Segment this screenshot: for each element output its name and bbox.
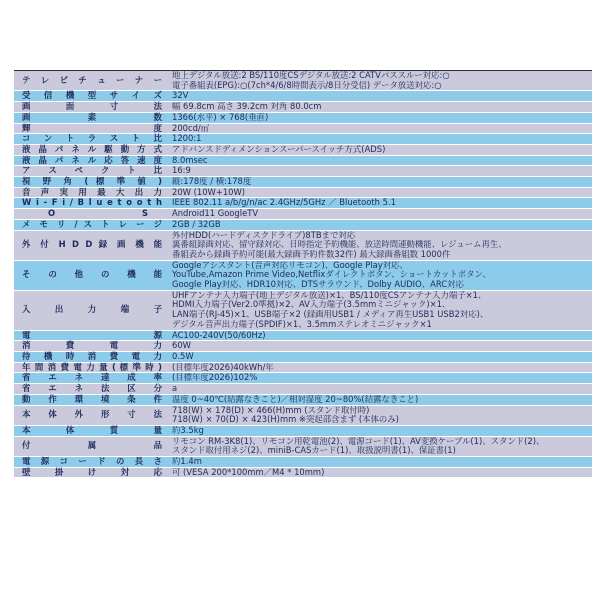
spec-value-line: IEEE 802.11 a/b/g/n/ac 2.4GHz/5GHz ／ Bluetooth 5.1	[172, 198, 396, 208]
spec-value	[172, 113, 592, 123]
spec-value	[172, 166, 592, 176]
spec-label	[14, 352, 172, 362]
spec-value-line: 60W	[172, 341, 191, 351]
spec-label-text: 電 源 コ ー ド の 長 さ	[22, 456, 162, 467]
spec-label	[14, 406, 172, 425]
spec-value-line: Android11 GoogleTV	[172, 209, 259, 219]
spec-value	[172, 363, 592, 373]
spec-value-line: LAN端子(RJ-45)×1、USB端子×2 (録画用USB1 / メディア再生USB1 USB2対応)、	[172, 310, 489, 320]
spec-row	[14, 406, 592, 426]
spec-value-line: 約3.5kg	[172, 425, 204, 435]
spec-label-text: 視 野 角 ( 標 準 値 )	[22, 176, 162, 187]
spec-label-text: 液 晶 パ ネ ル 駆 動 方 式	[22, 143, 162, 154]
spec-label	[14, 384, 172, 394]
spec-value-line: 0.5W	[172, 351, 194, 361]
spec-value-line: 裏番組録画対応、留守録対応、日時指定予約機能、放送時間連動機能、レジューム再生、	[172, 240, 507, 250]
spec-label-text: 消 費 電 力	[22, 340, 162, 351]
spec-label-text: メ モ リ / ス ト レ ー ジ	[22, 218, 162, 229]
spec-label	[14, 102, 172, 112]
spec-label-text: 音 声 実 用 最 大 出 力	[22, 186, 162, 197]
spec-value	[172, 468, 592, 478]
spec-value-line: 16:9	[172, 166, 191, 176]
spec-value-line: 200cd/㎡	[172, 123, 210, 133]
spec-value-line: HDMI入力端子(Ver2.0準拠)×2、AV入力端子(3.5mmミニジャック)×1、	[172, 300, 451, 310]
spec-value	[172, 331, 592, 341]
spec-value	[172, 134, 592, 144]
spec-label-text: コ ン ト ラ ス ト 比	[22, 133, 162, 144]
spec-label	[14, 156, 172, 166]
spec-value-line: 電子番組表(EPG):○(7ch*4/6/8時間表示/8日分受信) データ放送対応:○	[172, 80, 442, 90]
spec-label-text: 受 信 機 型 サ イ ズ	[22, 90, 162, 101]
spec-label-text: 待 機 時 消 費 電 力	[22, 350, 162, 361]
spec-value	[172, 220, 592, 230]
spec-label-text: 輝 度	[22, 122, 162, 133]
spec-label	[14, 426, 172, 436]
spec-label	[14, 166, 172, 176]
spec-value-line: 幅 69.8cm 高さ 39.2cm 対角 80.0cm	[172, 102, 322, 112]
spec-row	[14, 426, 592, 437]
spec-row	[14, 261, 592, 291]
spec-value	[172, 177, 592, 187]
spec-label	[14, 437, 172, 456]
spec-value-line: 約1.4m	[172, 457, 202, 467]
spec-value-line: YouTube,Amazon Prime Video,Netflixダイレクトボタン、ショートカットボタン、	[172, 270, 491, 280]
spec-value-line: Googleアシスタント(音声対応リモコン)、Google Play対応、	[172, 260, 408, 270]
spec-label-text: 液 晶 パ ネ ル 応 答 速 度	[22, 154, 162, 165]
spec-value-line: 8.0msec	[172, 155, 208, 165]
spec-label	[14, 261, 172, 290]
spec-label	[14, 198, 172, 208]
spec-value-line: 外付HDD(ハードディスクドライブ)8TBまで対応	[172, 230, 356, 240]
spec-label	[14, 457, 172, 467]
spec-value	[172, 124, 592, 134]
spec-label	[14, 468, 172, 478]
spec-value-line: デジタル音声出力端子(SPDIF)×1、3.5mmステレオミニジャック×1	[172, 319, 432, 329]
spec-value	[172, 91, 592, 101]
spec-value	[172, 406, 592, 425]
spec-value	[172, 291, 592, 330]
spec-label-text: 外 付 H D D 録 画 機 能	[22, 239, 162, 250]
spec-label	[14, 231, 172, 260]
spec-label-text: O S	[48, 208, 148, 219]
spec-value	[172, 437, 592, 456]
spec-value-line: 温度 0~40℃(結露なきこと)／相対湿度 20~80%(結露なきこと)	[172, 394, 419, 404]
spec-label-text: 本 体 質 量	[22, 424, 162, 435]
spec-label-text: ア ス ペ ク ト 比	[22, 165, 162, 176]
spec-value-line: a	[172, 384, 178, 394]
spec-label	[14, 220, 172, 230]
spec-label	[14, 373, 172, 383]
spec-value	[172, 384, 592, 394]
spec-value	[172, 457, 592, 467]
spec-label-text: そ の 他 の 機 能	[22, 269, 162, 280]
spec-label	[14, 113, 172, 123]
spec-value-line: (目標年度2026)40kWh/年	[172, 362, 274, 372]
spec-label	[14, 331, 172, 341]
spec-value	[172, 145, 592, 155]
spec-value-line: 可 (VESA 200*100mm／M4 * 10mm)	[172, 467, 325, 477]
spec-value-line: 番組表から録画予約可能(最大録画予約件数32件) 最大録画番組数 1000件	[172, 249, 451, 259]
spec-label	[14, 91, 172, 101]
spec-label	[14, 188, 172, 198]
spec-label	[14, 209, 172, 219]
spec-label	[14, 145, 172, 155]
spec-value	[172, 209, 592, 219]
spec-row	[14, 113, 592, 124]
spec-value	[172, 231, 592, 260]
spec-label-text: 年 間 消 費 電 力 量 ( 標 準 時 )	[22, 361, 162, 372]
spec-row	[14, 71, 592, 91]
spec-label	[14, 341, 172, 351]
spec-label	[14, 134, 172, 144]
spec-label	[14, 71, 172, 90]
spec-value-line: 20W (10W+10W)	[172, 187, 246, 197]
spec-label-text: 画 面 寸 法	[22, 101, 162, 112]
spec-label	[14, 177, 172, 187]
spec-value-line: 718(W) × 178(D) × 466(H)mm (スタンド取付時)	[172, 405, 370, 415]
spec-value-line: 地上デジタル放送:2 BS/110度CSデジタル放送:2 CATVパススルー対応:○	[172, 71, 450, 80]
spec-row	[14, 231, 592, 261]
spec-value-line: 2GB / 32GB	[172, 219, 221, 229]
spec-label	[14, 363, 172, 373]
spec-value-line: 718(W) × 70(D) × 423(H)mm ※突起部含まず (本体のみ)	[172, 415, 399, 425]
spec-label	[14, 395, 172, 405]
spec-label	[14, 291, 172, 330]
spec-value	[172, 198, 592, 208]
spec-label-text: 入 出 力 端 子	[22, 304, 162, 315]
spec-row	[14, 220, 592, 231]
spec-label-text: 省 エ ネ 法 区 分	[22, 383, 162, 394]
spec-value-line: リモコン RM-3K8(1)、リモコン用乾電池(2)、電源コード(1)、AV変換ケーブル(1)、スタンド(2)、	[172, 436, 545, 446]
spec-row	[14, 437, 592, 457]
spec-label-text: 付 属 品	[22, 440, 162, 451]
spec-value	[172, 341, 592, 351]
spec-value-line: Google Play対応、HDR10対応、DTSサラウンド、Dolby AUDIO、ARC対応	[172, 280, 464, 290]
spec-value-line: 縦:178度 / 横:178度	[172, 177, 252, 187]
spec-row	[14, 395, 592, 406]
spec-row	[14, 291, 592, 331]
spec-label-text: 電 源	[22, 329, 162, 340]
spec-table	[14, 70, 592, 478]
spec-label-text: 本 体 外 形 寸 法	[22, 409, 162, 420]
spec-label-text: W i - F i / B l u e t o o t h	[22, 197, 162, 208]
spec-value	[172, 261, 592, 290]
spec-label-text: 動 作 環 境 条 件	[22, 393, 162, 404]
spec-value	[172, 373, 592, 383]
spec-value-line: (目標年度2026)102%	[172, 373, 258, 383]
spec-label	[14, 124, 172, 134]
spec-value	[172, 102, 592, 112]
spec-value-line: 1200:1	[172, 134, 202, 144]
spec-value	[172, 71, 592, 90]
spec-label-text: 壁 掛 け 対 応	[22, 466, 162, 477]
spec-value-line: 32V	[172, 91, 189, 101]
spec-label-text: テ レ ビ チ ュ ー ナ ー	[22, 74, 162, 85]
spec-value	[172, 426, 592, 436]
spec-row	[14, 468, 592, 479]
spec-value	[172, 188, 592, 198]
spec-value-line: アドバンスドディメンションスーパースイッチ方式(ADS)	[172, 144, 386, 154]
spec-label-text: 画 素 数	[22, 111, 162, 122]
spec-value	[172, 395, 592, 405]
spec-value	[172, 156, 592, 166]
spec-value-line: AC100-240V(50/60Hz)	[172, 330, 266, 340]
spec-value-line: UHFアンテナ入力端子(地上デジタル放送)×1、BS/110度CSアンテナ入力端子×1、	[172, 290, 487, 300]
spec-value-line: 1366(水平) × 768(垂直)	[172, 112, 269, 122]
spec-value	[172, 352, 592, 362]
spec-value-line: スタンド取付用ネジ(2)、miniB-CASカード(1)、取扱説明書(1)、保証書(1)	[172, 446, 456, 456]
spec-label-text: 省 エ ネ 達 成 率	[22, 372, 162, 383]
